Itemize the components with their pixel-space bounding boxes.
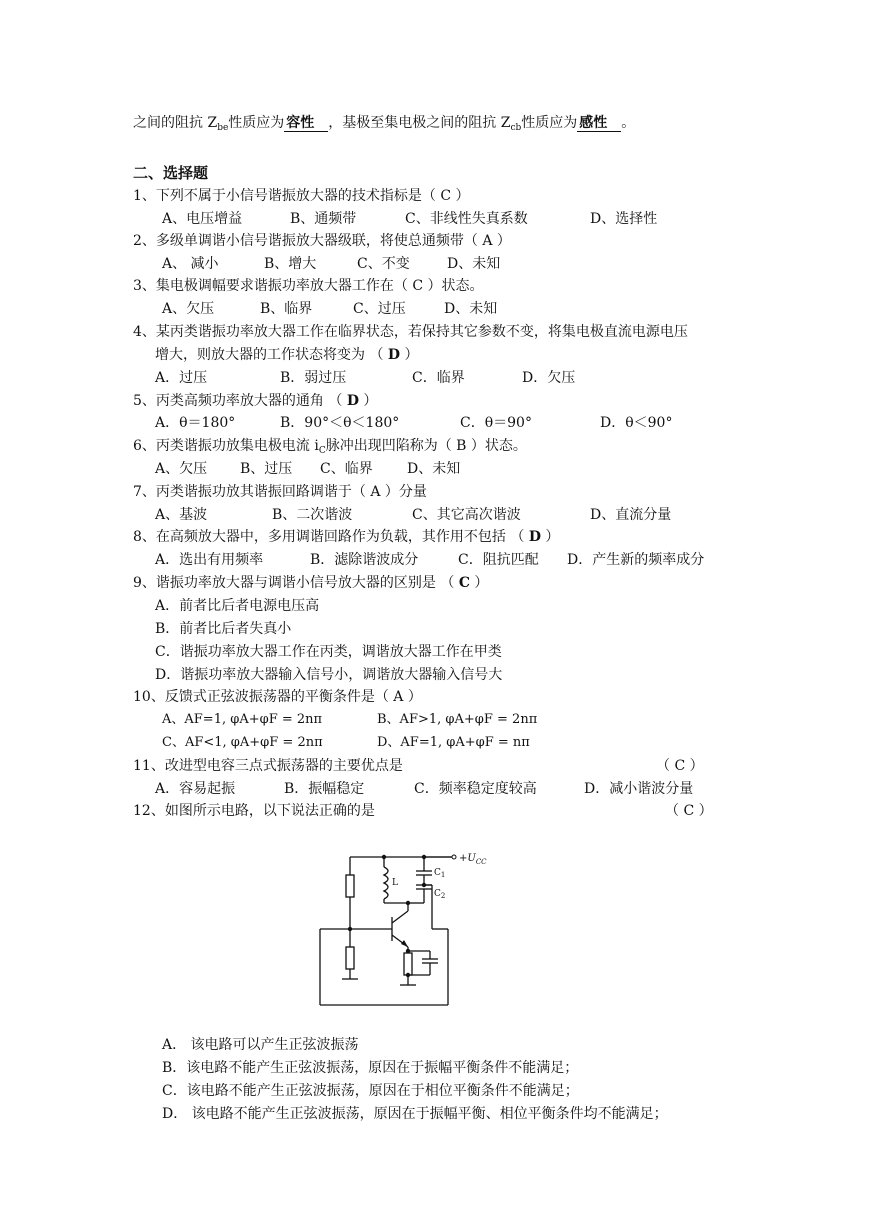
question-5-stem: 5、丙类高频功率放大器的通角 （ D ） [133,393,378,409]
q2-option-c: C、不变 [357,256,410,272]
q4-answer: D [387,347,401,363]
q2-option-d: D、未知 [447,256,501,272]
question-12-stem: 12、如图所示电路，以下说法正确的是 [133,803,375,819]
q7-option-a: A、基波 [155,507,208,523]
q12-option-b: B．该电路不能产生正弦波振荡，原因在于振幅平衡条件不能满足； [162,1060,579,1076]
q3-option-a: A、欠压 [162,301,215,317]
vcc-label: $+U_{CC}$ [459,853,487,866]
q5-option-c: C．θ＝90° [460,415,532,431]
q5-answer: D [346,393,359,409]
question-4-stem-line2: 增大，则放大器的工作状态将变为 （ D ） [155,347,419,363]
q9-answer: C [458,575,470,591]
q1-option-c: C、非线性失真系数 [405,211,528,227]
q12-option-a: A． 该电路可以产生正弦波振荡 [162,1037,359,1053]
question-6-stem: 6、丙类谐振功放集电极电流 $i_C$脉冲出现凹陷称为（ B ）状态。 [133,438,527,456]
q6-option-a: A、欠压 [155,461,208,477]
q1-option-b: B、通频带 [290,211,357,227]
question-10-stem: 10、反馈式正弦波振荡器的平衡条件是（ A ） [133,689,422,705]
q5-option-d: D．θ＜90° [600,415,673,431]
question-9-stem: 9、谐振功率放大器与调谐小信号放大器的区别是 （ C ） [133,575,489,591]
q10-option-a: A、AF=1, φA+φF = 2nπ [162,712,323,727]
question-3-stem: 3、集电极调幅要求谐振功率放大器工作在（ C ）状态。 [133,278,484,294]
q10-option-d: D、AF=1, φA+φF = nπ [377,735,530,750]
q4-option-a: A．过压 [155,370,208,386]
question-11-stem: 11、改进型电容三点式振荡器的主要优点是 [133,758,403,774]
q10-option-b: B、AF>1, φA+φF = 2nπ [377,712,538,727]
q3-option-b: B、临界 [260,301,313,317]
q7-option-b: B、二次谐波 [272,507,353,523]
q8-answer: D [528,529,541,545]
q7-option-d: D、直流分量 [590,507,672,523]
q3-option-c: C、过压 [353,301,406,317]
q7-option-c: C、其它高次谐波 [412,507,521,523]
q9-option-d: D．谐振功率放大器输入信号小，调谐放大器输入信号大 [155,667,503,683]
q8-option-a: A．选出有用频率 [155,552,264,568]
q2-option-a: A、 减小 [162,256,219,272]
question-8-stem: 8、在高频放大器中，多用调谐回路作为负载，其作用不包括 （ D ） [133,529,560,545]
fill-blank-1: 容性 [284,115,328,132]
q12-option-c: C．该电路不能产生正弦波振荡，原因在于相位平衡条件不能满足； [162,1083,579,1099]
q12-answer-paren: （ C ） [665,803,713,819]
q11-answer-paren: （ C ） [656,758,704,774]
c2-label: $C_2$ [434,889,446,900]
oscillator-circuit-diagram [312,845,502,1015]
q4-option-c: C．临界 [412,370,465,386]
q11-option-d: D．减小谐波分量 [584,781,694,797]
q8-option-d: D．产生新的频率成分 [567,552,705,568]
q2-option-b: B、增大 [264,256,317,272]
q6-option-b: B、过压 [240,461,293,477]
q1-option-d: D、选择性 [590,211,658,227]
q8-option-b: B．滤除谐波成分 [310,552,419,568]
q1-option-a: A、电压增益 [162,211,243,227]
question-2-stem: 2、多级单调谐小信号谐振放大器级联，将使总通频带（ A ） [133,233,511,249]
fill-blank-2: 感性 [577,115,621,132]
q10-option-c: C、AF<1, φA+φF = 2nπ [162,735,323,750]
q9-option-c: C．谐振功率放大器工作在丙类，调谐放大器工作在甲类 [155,644,502,660]
intro-line: 之间的阻抗 $Z_{be}$性质应为 容性 ，基极至集电极之间的阻抗 $Z_{cb}$性质应为 感性 。 [133,115,636,133]
q8-option-c: C．阻抗匹配 [458,552,539,568]
q11-option-a: A．容易起振 [155,781,236,797]
q11-option-c: C．频率稳定度较高 [414,781,537,797]
q11-option-b: B．振幅稳定 [284,781,365,797]
q4-option-b: B．弱过压 [280,370,347,386]
q9-option-b: B．前者比后者失真小 [155,621,292,637]
question-4-stem: 4、某丙类谐振功率放大器工作在临界状态，若保持其它参数不变，将集电极直流电源电压 [133,324,688,340]
question-7-stem: 7、丙类谐振功放其谐振回路调谐于（ A ）分量 [133,484,427,500]
q4-option-d: D．欠压 [522,370,576,386]
q6-option-c: C、临界 [320,461,373,477]
c1-label: $C_1$ [434,868,446,879]
q6-option-d: D、未知 [407,461,461,477]
q3-option-d: D、未知 [444,301,498,317]
section-title: 二、选择题 [133,164,209,182]
q12-option-d: D． 该电路不能产生正弦波振荡，原因在于振幅平衡、相位平衡条件均不能满足； [162,1106,668,1122]
q9-option-a: A．前者比后者电源电压高 [155,598,320,614]
question-1-stem: 1、下列不属于小信号谐振放大器的技术指标是（ C ） [133,188,470,204]
inductor-label: L [392,878,398,888]
q5-option-b: B．90°＜θ＜180° [280,415,400,431]
q5-option-a: A．θ＝180° [155,415,236,431]
